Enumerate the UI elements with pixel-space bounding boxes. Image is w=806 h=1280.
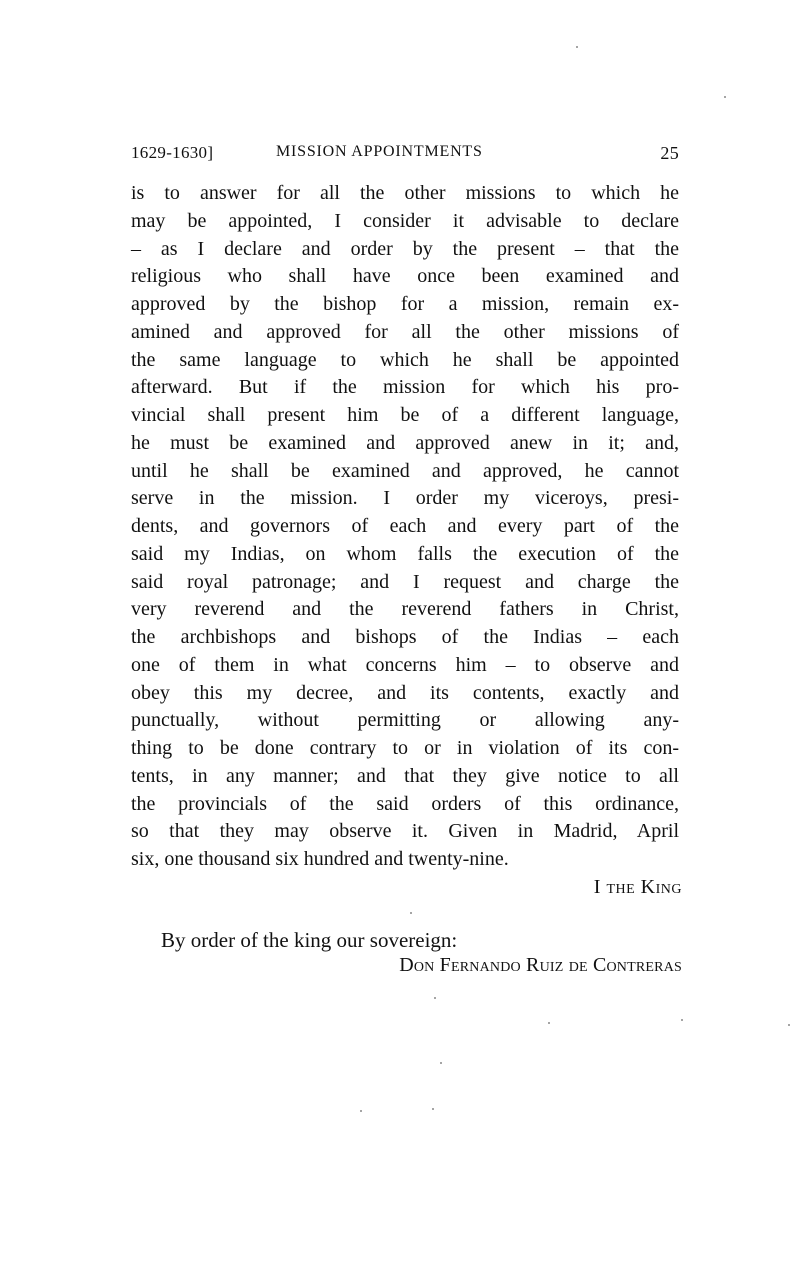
scan-speck [788, 1024, 790, 1026]
text-line: may be appointed, I consider it advisable to declare [131, 209, 679, 232]
text-line: dents, and governors of each and every part of the [131, 515, 679, 537]
order-line: By order of the king our sovereign: [161, 928, 458, 952]
scan-speck [576, 46, 578, 48]
scan-speck [434, 997, 436, 999]
text-line: until he shall be examined and approved, he cannot [131, 459, 679, 482]
text-line: he must be examined and approved anew in it; and, [131, 431, 679, 454]
text-line: so that they may observe it. Given in Madrid, April [131, 820, 679, 843]
text-line: six, one thousand six hundred and twenty-nine. [131, 848, 509, 870]
text-line: afterward. But if the mission for which his pro- [131, 376, 679, 399]
text-line: said royal patronage; and I request and charge the [131, 570, 679, 593]
text-line: – as I declare and order by the present – that the [131, 237, 679, 260]
text-line: approved by the bishop for a mission, remain ex- [131, 293, 679, 315]
header-title: MISSION APPOINTMENTS [276, 143, 483, 160]
scan-speck [410, 912, 412, 914]
text-line: the archbishops and bishops of the Indias – each [131, 626, 679, 648]
header-years: 1629-1630] [131, 143, 214, 162]
text-line: punctually, without permitting or allowing any- [131, 709, 679, 732]
scan-speck [681, 1019, 683, 1021]
scan-speck [440, 1062, 442, 1064]
text-line: the provincials of the said orders of this ordinance, [131, 792, 679, 815]
text-line: tents, in any manner; and that they give notice to all [131, 764, 679, 787]
scan-speck [432, 1108, 434, 1110]
page-number: 25 [660, 143, 679, 163]
text-line: the same language to which he shall be appointed [131, 348, 679, 371]
text-line: said my Indias, on whom falls the execution of the [131, 542, 679, 565]
body-text [131, 180, 679, 874]
text-line: thing to be done contrary to or in violation of its con- [131, 737, 679, 759]
text-line: obey this my decree, and its contents, exactly and [131, 681, 679, 704]
text-line: religious who shall have once been examined and [131, 265, 679, 288]
text-line: vincial shall present him be of a different language, [131, 404, 679, 426]
scan-speck [724, 96, 726, 98]
text-line: is to answer for all the other missions to which he [131, 182, 679, 204]
text-line: amined and approved for all the other missions of [131, 320, 679, 343]
running-header [131, 143, 679, 167]
scan-speck [360, 1110, 362, 1112]
royal-signature: I the King [593, 876, 682, 898]
text-line: one of them in what concerns him – to observe and [131, 653, 679, 676]
scan-speck [548, 1022, 550, 1024]
countersignature: Don Fernando Ruiz de Contreras [399, 954, 682, 976]
text-line: very reverend and the reverend fathers in Christ, [131, 598, 679, 621]
text-line: serve in the mission. I order my viceroys, presi- [131, 487, 679, 510]
